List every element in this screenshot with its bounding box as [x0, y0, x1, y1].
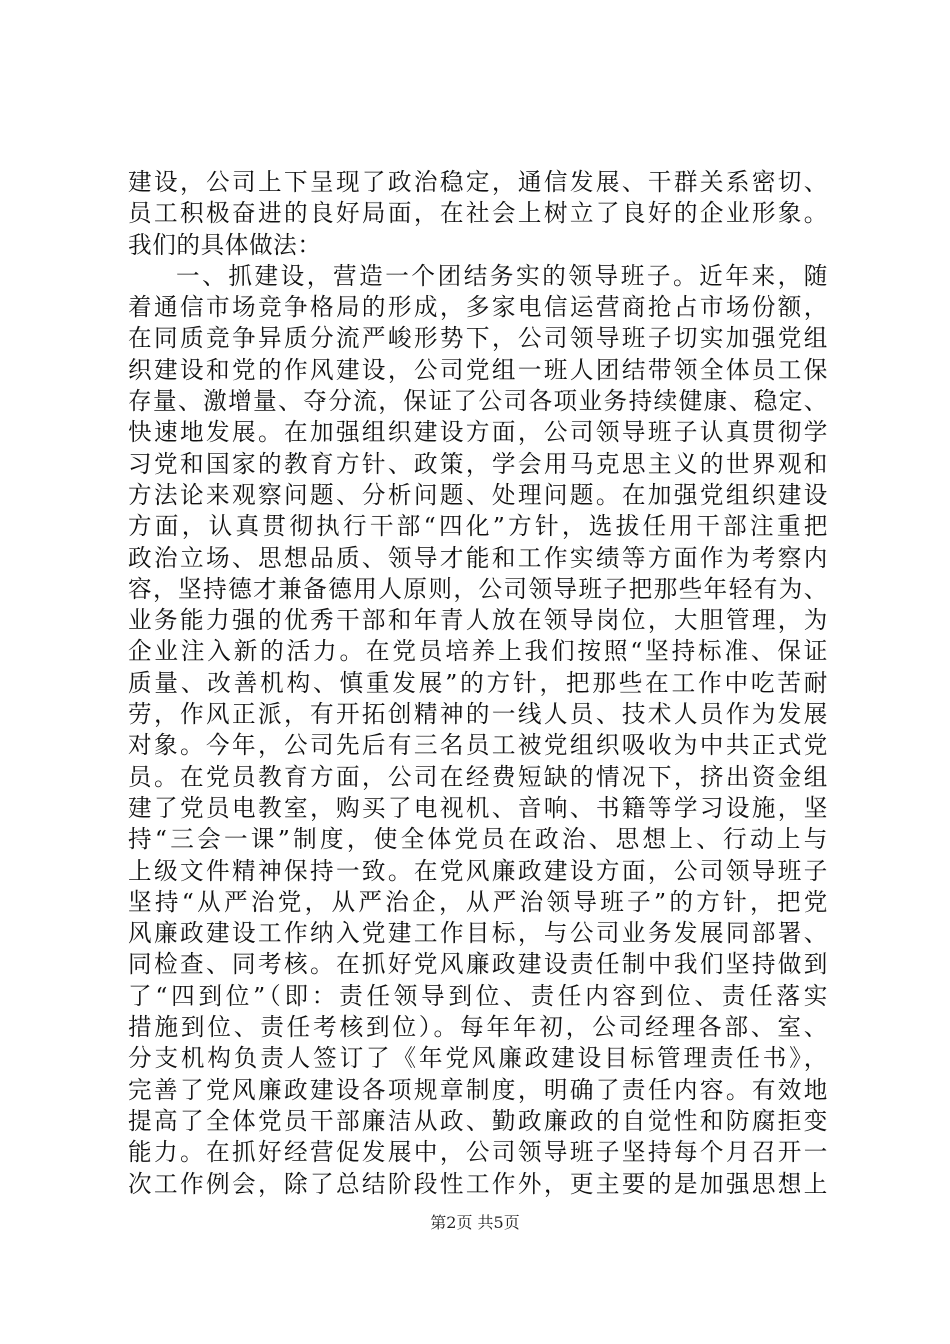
- text-line: 存量、激增量、夺分流，保证了公司各项业务持续健康、稳定、: [128, 387, 828, 416]
- page-number-footer: 第2页 共5页: [430, 1213, 520, 1232]
- text-line: 快速地发展。在加强组织建设方面，公司领导班子认真贯彻学: [128, 418, 828, 447]
- text-line: 风廉政建设工作纳入党建工作目标，与公司业务发展同部署、: [128, 919, 828, 948]
- text-line: 员。在党员教育方面，公司在经费短缺的情况下，挤出资金组: [128, 762, 828, 791]
- text-line: 分支机构负责人签订了《年党风廉政建设目标管理责任书》，: [128, 1044, 828, 1073]
- text-line: 在同质竞争异质分流严峻形势下，公司领导班子切实加强党组: [128, 324, 828, 353]
- text-line: 容，坚持德才兼备德用人原则，公司领导班子把那些年轻有为、: [128, 574, 828, 603]
- text-line: 了“四到位”（即：责任领导到位、责任内容到位、责任落实: [128, 981, 828, 1010]
- text-line: 织建设和党的作风建设，公司党组一班人团结带领全体员工保: [128, 355, 828, 384]
- body-text: [128, 167, 828, 1200]
- text-line: 能力。在抓好经营促发展中，公司领导班子坚持每个月召开一: [128, 1138, 828, 1167]
- text-line: 方面，认真贯彻执行干部“四化”方针，选拔任用干部注重把: [128, 512, 828, 541]
- text-line: 对象。今年，公司先后有三名员工被党组织吸收为中共正式党: [128, 731, 828, 760]
- text-line: 员工积极奋进的良好局面，在社会上树立了良好的企业形象。: [128, 199, 828, 228]
- text-line: 习党和国家的教育方针、政策，学会用马克思主义的世界观和: [128, 449, 828, 478]
- text-line: 业务能力强的优秀干部和年青人放在领导岗位，大胆管理，为: [128, 606, 828, 635]
- text-line: 次工作例会，除了总结阶段性工作外，更主要的是加强思想上: [128, 1169, 828, 1198]
- text-line: 质量、改善机构、慎重发展”的方针，把那些在工作中吃苦耐: [128, 668, 828, 697]
- text-line: 劳，作风正派，有开拓创精神的一线人员、技术人员作为发展: [128, 700, 828, 729]
- text-line: 方法论来观察问题、分析问题、处理问题。在加强党组织建设: [128, 480, 828, 509]
- text-line: 上级文件精神保持一致。在党风廉政建设方面，公司领导班子: [128, 856, 828, 885]
- text-line: 建设，公司上下呈现了政治稳定，通信发展、干群关系密切、: [128, 168, 828, 196]
- text-line: 着通信市场竞争格局的形成，多家电信运营商抢占市场份额，: [128, 293, 828, 322]
- text-line: 企业注入新的活力。在党员培养上我们按照“坚持标准、保证: [128, 637, 828, 666]
- paragraph-first-line: 一、抓建设，营造一个团结务实的领导班子。近年来，随: [176, 261, 828, 290]
- text-line: 我们的具体做法：: [128, 230, 322, 259]
- text-line: 完善了党风廉政建设各项规章制度，明确了责任内容。有效地: [128, 1075, 828, 1104]
- text-line: 同检查、同考核。在抓好党风廉政建设责任制中我们坚持做到: [128, 950, 828, 979]
- text-line: 措施到位、责任考核到位）。每年年初，公司经理各部、室、: [128, 1013, 828, 1042]
- text-line: 坚持“从严治党，从严治企，从严治领导班子”的方针，把党: [128, 887, 828, 916]
- text-line: 建了党员电教室，购买了电视机、音响、书籍等学习设施，坚: [128, 793, 828, 822]
- text-line: 提高了全体党员干部廉洁从政、勤政廉政的自觉性和防腐拒变: [128, 1106, 828, 1135]
- text-line: 持“三会一课”制度，使全体党员在政治、思想上、行动上与: [128, 825, 828, 854]
- text-line: 政治立场、思想品质、领导才能和工作实绩等方面作为考察内: [128, 543, 828, 572]
